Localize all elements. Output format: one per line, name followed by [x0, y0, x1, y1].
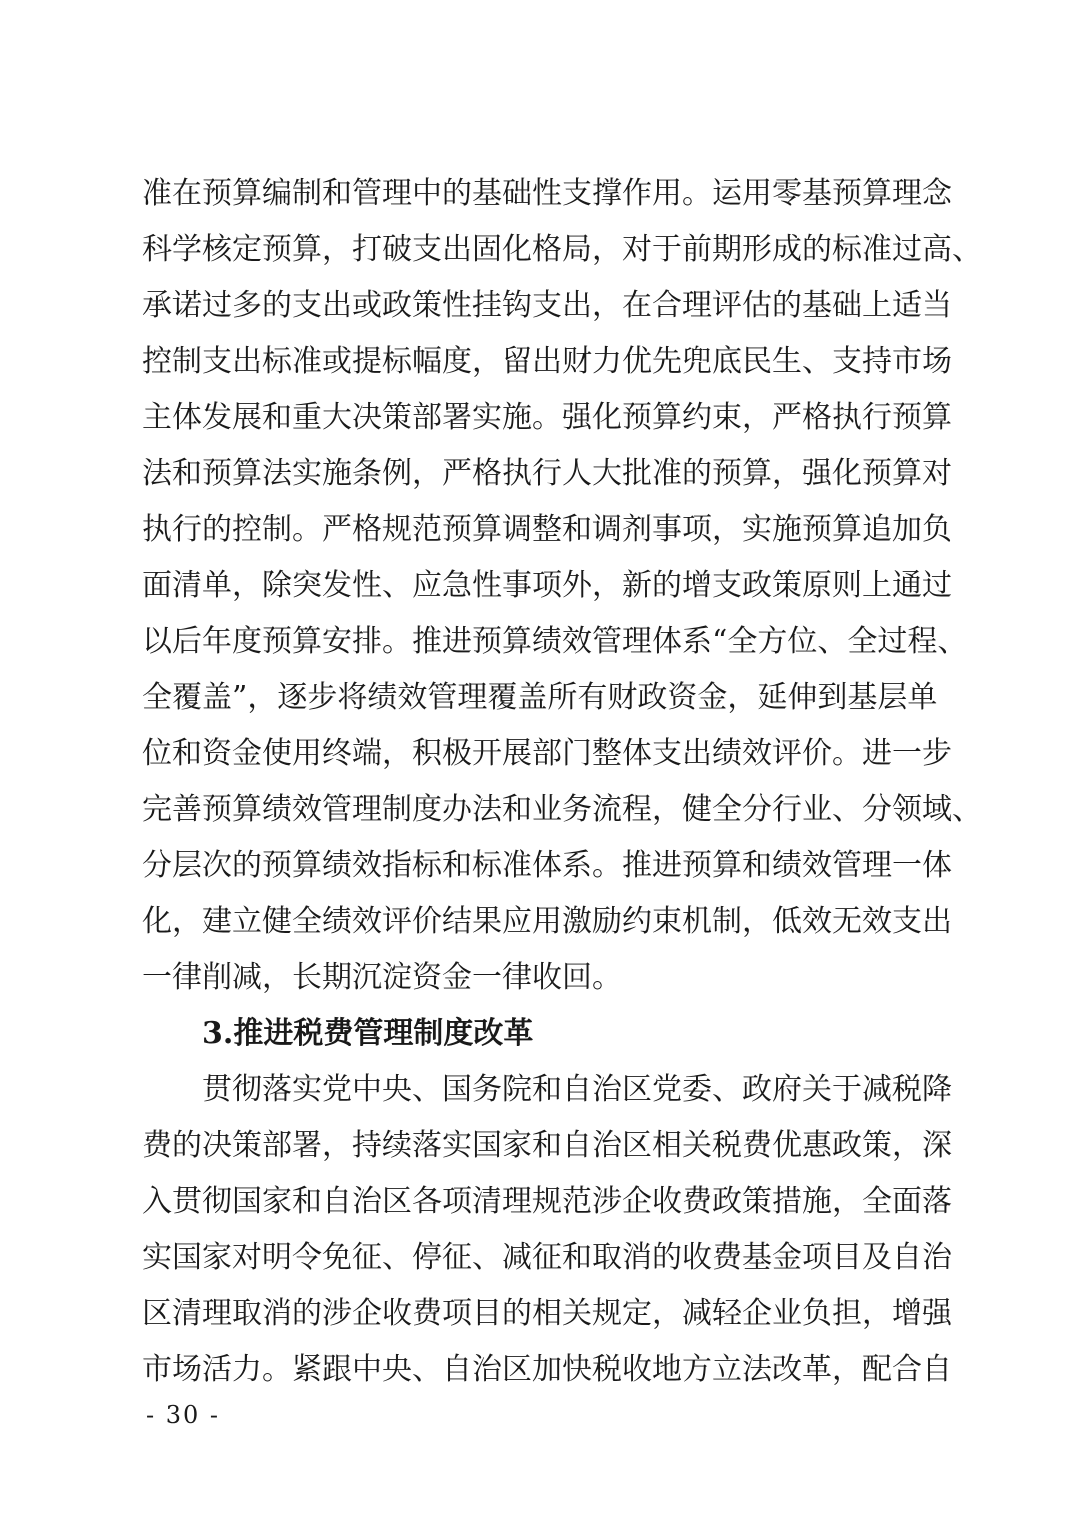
paragraph-2-line-5: 区清理取消的涉企收费项目的相关规定，减轻企业负担，增强: [142, 1296, 952, 1331]
paragraph-1-line-13: 分层次的预算绩效指标和标准体系。推进预算和绩效管理一体: [142, 848, 952, 883]
paragraph-1-line-6: 法和预算法实施条例，严格执行人大批准的预算，强化预算对: [142, 456, 952, 491]
paragraph-1-line-7: 执行的控制。严格规范预算调整和调剂事项，实施预算追加负: [142, 512, 952, 547]
paragraph-2-line-1: 贯彻落实党中央、国务院和自治区党委、政府关于减税降: [202, 1072, 952, 1107]
paragraph-2-line-6: 市场活力。紧跟中央、自治区加快税收地方立法改革，配合自: [142, 1352, 952, 1387]
paragraph-1-line-15: 一律削减，长期沉淀资金一律收回。: [142, 960, 622, 995]
paragraph-1-line-5: 主体发展和重大决策部署实施。强化预算约束，严格执行预算: [142, 400, 952, 435]
paragraph-2-line-3: 入贯彻国家和自治区各项清理规范涉企收费政策措施，全面落: [142, 1184, 952, 1219]
paragraph-1-line-9: 以后年度预算安排。推进预算绩效管理体系“全方位、全过程、: [142, 624, 968, 659]
paragraph-1-line-2: 科学核定预算，打破支出固化格局，对于前期形成的标准过高、: [142, 232, 982, 267]
paragraph-1-line-8: 面清单，除突发性、应急性事项外，新的增支政策原则上通过: [142, 568, 952, 603]
page-number: - 30 -: [146, 1401, 221, 1429]
paragraph-1-line-4: 控制支出标准或提标幅度，留出财力优先兜底民生、支持市场: [142, 344, 952, 379]
paragraph-1-line-10: 全覆盖”，逐步将绩效管理覆盖所有财政资金，延伸到基层单: [142, 680, 938, 715]
section-heading: 3.推进税费管理制度改革: [202, 1016, 534, 1051]
paragraph-2-line-4: 实国家对明令免征、停征、减征和取消的收费基金项目及自治: [142, 1240, 952, 1275]
paragraph-1-line-3: 承诺过多的支出或政策性挂钩支出，在合理评估的基础上适当: [142, 288, 952, 323]
paragraph-1-line-1: 准在预算编制和管理中的基础性支撑作用。运用零基预算理念: [142, 176, 952, 211]
paragraph-2-line-2: 费的决策部署，持续落实国家和自治区相关税费优惠政策，深: [142, 1128, 952, 1163]
paragraph-1-line-12: 完善预算绩效管理制度办法和业务流程，健全分行业、分领域、: [142, 792, 982, 827]
paragraph-1-line-11: 位和资金使用终端，积极开展部门整体支出绩效评价。进一步: [142, 736, 952, 771]
paragraph-1-line-14: 化，建立健全绩效评价结果应用激励约束机制，低效无效支出: [142, 904, 952, 939]
